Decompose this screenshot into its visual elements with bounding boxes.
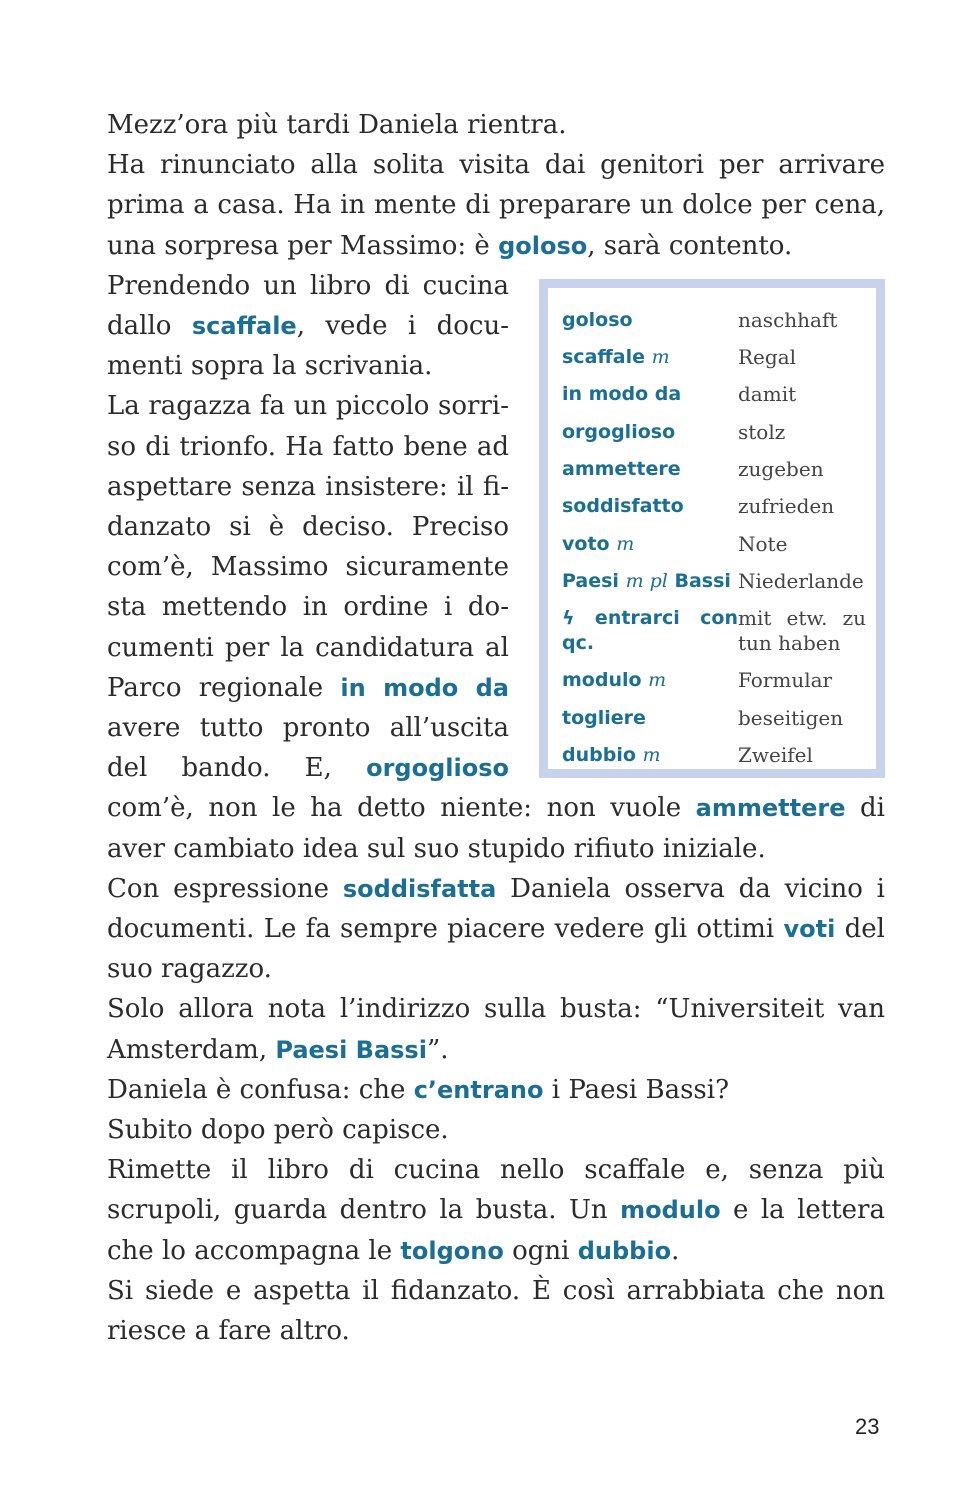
glossary-keyword: goloso bbox=[498, 231, 588, 260]
paragraph bbox=[107, 1150, 885, 1271]
glossary-term bbox=[562, 569, 738, 594]
glossary-row bbox=[562, 706, 866, 731]
text-run: Con espressione bbox=[107, 873, 343, 904]
text-run: avere tutto pronto all’uscita del bando. E, bbox=[107, 713, 509, 784]
text-run: Rimette il libro di cucina nello scaffale e, senza più scrupoli, guarda dentro la busta. Un bbox=[107, 1155, 885, 1226]
glossary-keyword: in modo da bbox=[340, 673, 509, 702]
glossary-translation: damit bbox=[738, 382, 797, 407]
paragraph bbox=[107, 1070, 885, 1110]
glossary-row bbox=[562, 420, 866, 445]
grammar-tag: m bbox=[642, 744, 661, 767]
glossary-term bbox=[562, 532, 738, 557]
glossary-translation: naschhaft bbox=[738, 307, 838, 332]
paragraph bbox=[107, 989, 885, 1069]
glossary-translation: stolz bbox=[738, 419, 786, 444]
glossary-keyword: c’entrano bbox=[413, 1075, 544, 1104]
text-run: La ragazza fa un piccolo sorriso di trionfo. Ha fatto bene ad aspettare senza insistere: il fidanzato si è deciso. Preciso com’è, Massimo sicuramente sta mettendo in ordine i documenti per la candidatura al Parco regionale bbox=[107, 391, 509, 703]
text-run: ”. bbox=[426, 1034, 449, 1065]
glossary-keyword: dubbio bbox=[577, 1236, 672, 1265]
paragraph bbox=[107, 869, 885, 990]
term-text: voto bbox=[562, 532, 617, 555]
term-text: togliere bbox=[562, 706, 646, 729]
glossary-row bbox=[562, 532, 866, 557]
glossary-row bbox=[562, 569, 866, 594]
glossary-term bbox=[562, 668, 738, 693]
glossary-translation: Zweifel bbox=[738, 743, 813, 768]
text-run: Ha rinunciato alla solita visita dai genitori per arrivare prima a casa. Ha in mente di preparare un dolce per cena, una sorpresa per Massimo: è bbox=[107, 150, 885, 261]
glossary-term bbox=[562, 457, 738, 482]
glossary-row bbox=[562, 457, 866, 482]
glossary-keyword: Paesi Bassi bbox=[275, 1035, 427, 1064]
glossary-row bbox=[562, 308, 866, 333]
text-run: , vede i documenti sopra la scrivania. bbox=[107, 311, 509, 382]
glossary-row bbox=[562, 345, 866, 370]
glossary-translation: Regal bbox=[738, 345, 797, 370]
grammar-tag: m bbox=[616, 532, 635, 555]
glossary-translation: beseitigen bbox=[738, 705, 844, 730]
glossary-keyword: scaffale bbox=[191, 312, 297, 341]
text-run: com’è, non le ha detto niente: non vuole bbox=[107, 793, 696, 824]
glossary-translation: zufrieden bbox=[738, 494, 835, 519]
text-run: ogni bbox=[503, 1235, 578, 1266]
page-number: 23 bbox=[855, 1414, 880, 1439]
text-run: , sarà contento. bbox=[587, 230, 793, 261]
term-text: modulo bbox=[562, 669, 649, 692]
text-run: e la lettera che lo accompagna le bbox=[107, 1195, 885, 1266]
glossary-term bbox=[562, 706, 738, 731]
grammar-tag: m pl bbox=[625, 569, 668, 592]
glossary-translation: mit etw. zu tun haben bbox=[738, 606, 866, 656]
glossary-term bbox=[562, 345, 738, 370]
text-run: di aver cambiato idea sul suo stupido rifiuto iniziale. bbox=[107, 793, 886, 864]
glossary-keyword: modulo bbox=[620, 1196, 721, 1225]
text-run: Daniela è confusa: che bbox=[107, 1074, 414, 1105]
glossary-term bbox=[562, 382, 738, 407]
glossary-row bbox=[562, 382, 866, 407]
glossary-row bbox=[562, 668, 866, 693]
glossary-translation: Note bbox=[738, 531, 788, 556]
glossary-translation: zugeben bbox=[738, 457, 824, 481]
glossary-row bbox=[562, 743, 866, 768]
glossary-term bbox=[562, 308, 738, 333]
text-run: Mezz’ora più tardi Daniela rientra. bbox=[107, 110, 567, 140]
text-run: Si siede e aspetta il fidanzato. È così arrabbiata che non riesce a fare altro. bbox=[107, 1275, 885, 1347]
term-text: orgoglioso bbox=[562, 420, 676, 443]
glossary-keyword: tolgono bbox=[400, 1236, 504, 1265]
glossary-keyword: ammettere bbox=[695, 794, 846, 823]
text-run: del suo ragazzo. bbox=[107, 914, 885, 985]
term-text: scaffale bbox=[562, 346, 652, 369]
term-text: Bassi bbox=[667, 569, 731, 592]
glossary-term bbox=[562, 420, 738, 445]
term-text: goloso bbox=[562, 308, 633, 331]
term-text: in modo da bbox=[562, 383, 682, 406]
glossary-translation: Niederlande bbox=[738, 568, 864, 593]
grammar-tag: m bbox=[648, 669, 667, 692]
text-run: Daniela osserva da vicino i documenti. Le fa sempre piacere vedere gli ottimi bbox=[107, 873, 885, 945]
story-text bbox=[107, 105, 885, 1351]
text-run: . bbox=[671, 1235, 680, 1266]
term-text: dubbio bbox=[562, 744, 643, 767]
paragraph bbox=[107, 145, 885, 266]
term-text: ammettere bbox=[562, 458, 681, 480]
glossary-translation: Formular bbox=[738, 668, 833, 693]
text-run: i Paesi Bassi? bbox=[543, 1074, 730, 1105]
paragraph bbox=[107, 1110, 885, 1150]
glossary-keyword: soddisfatta bbox=[342, 874, 497, 903]
text-run: Solo allora nota l’indirizzo sulla busta: “Universiteit van Amsterdam, bbox=[107, 994, 885, 1065]
glossary-term bbox=[562, 743, 738, 768]
paragraph bbox=[107, 1271, 885, 1351]
glossary-term bbox=[562, 494, 738, 519]
term-text: soddisfatto bbox=[562, 495, 684, 518]
paragraph bbox=[107, 105, 885, 145]
glossary-row bbox=[562, 494, 866, 519]
term-text: ϟ entrarci con qc. bbox=[562, 607, 738, 655]
glossary-box bbox=[539, 279, 885, 778]
grammar-tag: m bbox=[651, 346, 670, 369]
text-run: Prendendo un libro di cucina dallo bbox=[107, 270, 509, 342]
glossary-term bbox=[562, 606, 738, 656]
glossary-keyword: orgoglioso bbox=[366, 754, 509, 783]
term-text: Paesi bbox=[562, 569, 626, 592]
text-run: Subito dopo però capisce. bbox=[107, 1115, 449, 1146]
glossary-row bbox=[562, 606, 866, 656]
glossary-keyword: voti bbox=[783, 915, 836, 944]
